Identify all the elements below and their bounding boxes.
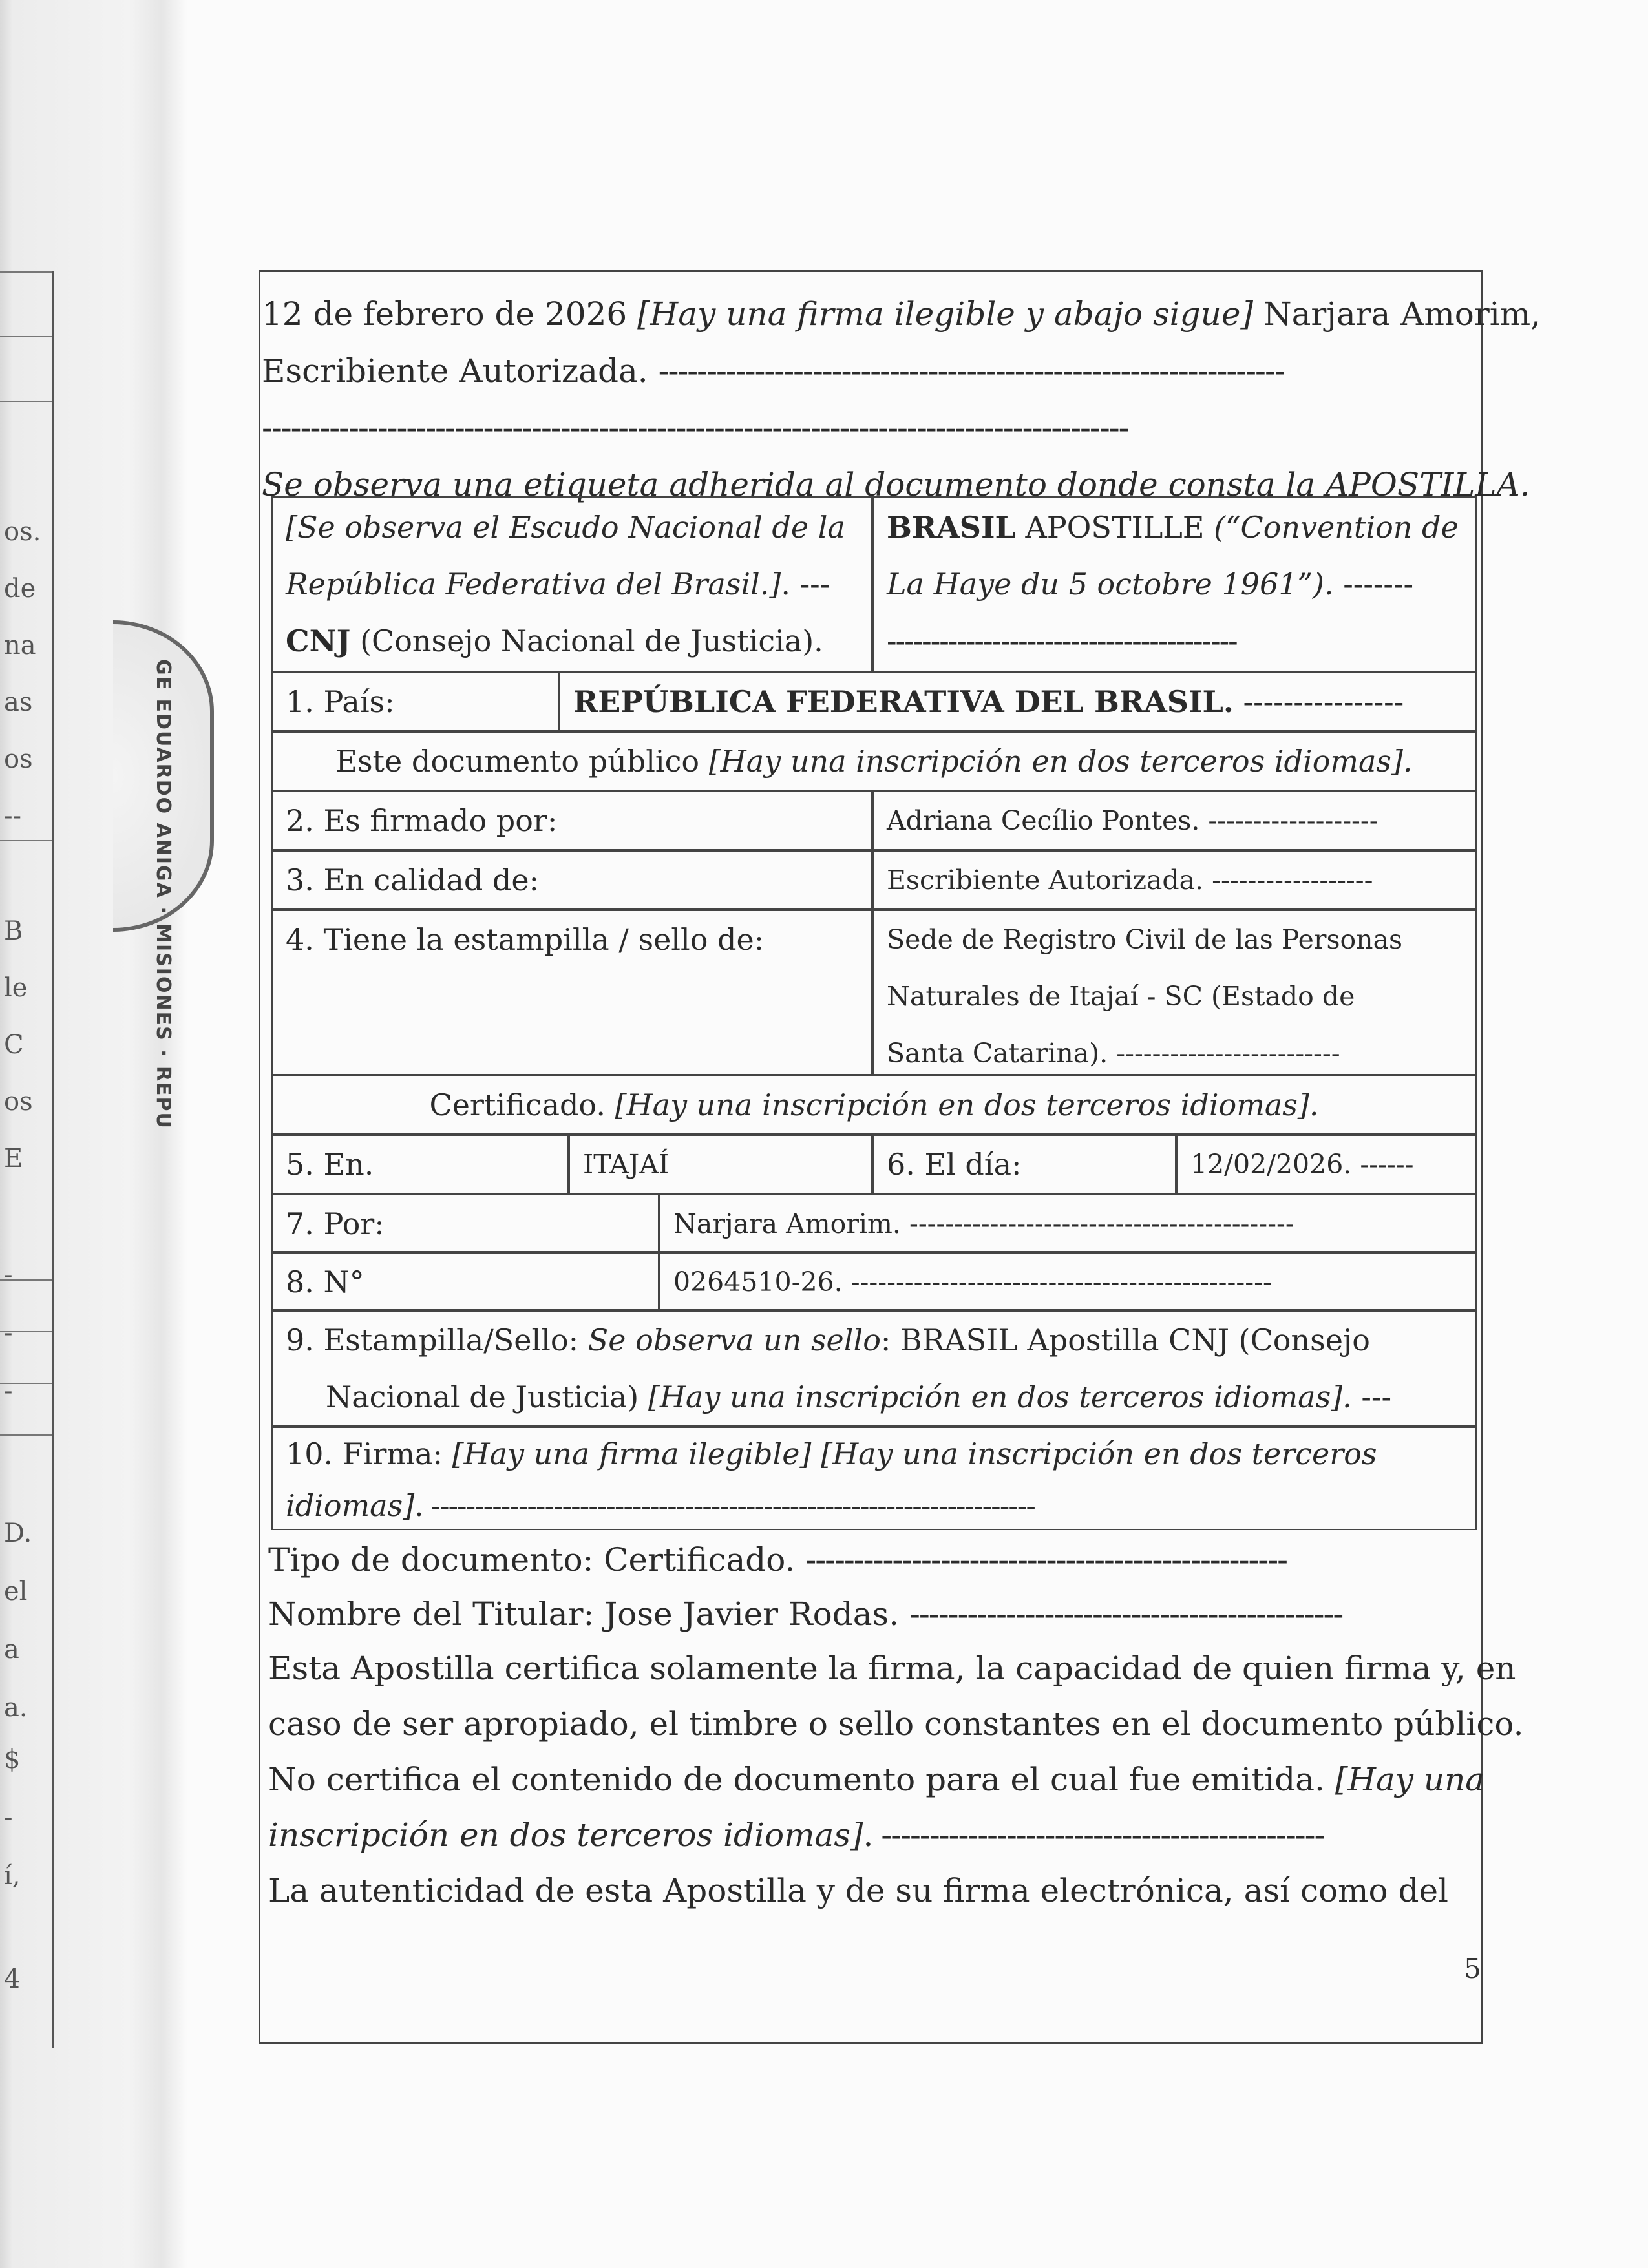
facing-fragment: os — [4, 744, 33, 774]
sello-value-line: Sede de Registro Civil de las Personas — [887, 924, 1403, 955]
titular-text: Nombre del Titular: Jose Javier Rodas. — [268, 1595, 900, 1633]
cnj-name: (Consejo Nacional de Justicia). — [360, 624, 823, 658]
num-label: 8. N° — [286, 1265, 364, 1299]
facing-fragment: na — [4, 631, 36, 660]
header-left-cell — [271, 496, 872, 672]
pais-label: 1. País: — [286, 684, 395, 719]
facing-row — [0, 1434, 52, 1482]
date-text: 12 de febrero de 2026 — [262, 295, 628, 333]
filler-dashes: . ---------------------------------------------- — [863, 1816, 1324, 1854]
facing-fragment: a. — [4, 1693, 28, 1723]
firma-note: [Hay una firma ilegible] — [452, 1436, 812, 1471]
certificado-text: Certificado. — [429, 1087, 606, 1122]
facing-row — [0, 840, 52, 888]
firma-cell — [271, 1427, 1477, 1530]
facing-fragment: - — [4, 1260, 13, 1290]
signature-note: [Hay una firma ilegible y abajo sigue] — [637, 295, 1253, 333]
pais-label-cell — [271, 672, 559, 731]
language-note: [Hay una inscripción en dos terceros idiomas]. — [648, 1380, 1352, 1414]
filler-dashes: ----------------------------------------------------------------- — [658, 352, 1284, 390]
facing-fragment: de — [4, 574, 36, 604]
por-label: 7. Por: — [286, 1206, 385, 1241]
sello-value-line: Naturales de Itajaí - SC (Estado de — [887, 981, 1355, 1012]
filler-dashes: . --- — [781, 567, 830, 602]
cert-text: No certifica el contenido de documento para el cual fue emitida. — [268, 1761, 1325, 1798]
estampilla-note: Se observa un sello — [587, 1323, 881, 1358]
facing-fragment: - — [4, 1376, 13, 1406]
language-note: idiomas] — [286, 1488, 415, 1523]
header-left-line: República Federativa del Brasil.] — [286, 567, 781, 602]
public-doc-text: Este documento público — [335, 744, 700, 779]
facing-fragment: 4 — [4, 1964, 21, 1994]
estampilla-value: : BRASIL Apostilla CNJ (Consejo — [880, 1323, 1370, 1358]
language-note: [Hay una — [1335, 1761, 1485, 1798]
filler-dashes: --------------------------------------------- — [909, 1595, 1343, 1633]
facing-fragment: - — [4, 1318, 13, 1348]
facing-fragment: C — [4, 1030, 24, 1060]
facing-fragment: í, — [4, 1861, 21, 1891]
language-note: [Hay una inscripción en dos terceros idiomas]. — [615, 1087, 1319, 1122]
calidad-value-cell — [872, 850, 1477, 910]
facing-fragment: el — [4, 1577, 28, 1606]
pais-value: REPÚBLICA FEDERATIVA DEL BRASIL. — [573, 684, 1234, 719]
public-doc-cell — [271, 731, 1477, 791]
pais-value-cell — [559, 672, 1477, 731]
firmado-label-cell — [271, 791, 872, 850]
num-label-cell — [271, 1252, 659, 1310]
sello-value-line: Santa Catarina). ------------------------- — [887, 1038, 1340, 1069]
cert-line — [268, 1807, 1324, 1864]
dia-value: 12/02/2026. ------ — [1190, 1149, 1414, 1180]
estampilla-value: Nacional de Justicia) — [326, 1380, 639, 1414]
facing-fragment: D. — [4, 1518, 32, 1548]
firmado-label: 2. Es firmado por: — [286, 803, 558, 838]
filler-dashes: ---------------- — [1243, 684, 1404, 719]
filler-dashes: ---------------------------------------- — [887, 624, 1237, 658]
facing-fragment: a — [4, 1635, 19, 1664]
firmado-value-cell — [872, 791, 1477, 850]
intro-line-2 — [262, 342, 1284, 399]
facing-row — [0, 336, 52, 384]
facing-fragment: E — [4, 1144, 23, 1173]
facing-fragment: - — [4, 1803, 13, 1832]
language-note: [Hay una inscripción en dos terceros idiomas]. — [708, 744, 1413, 779]
por-value-cell — [659, 1194, 1477, 1252]
facing-row — [0, 401, 52, 448]
certificado-cell — [271, 1075, 1477, 1135]
en-label: 5. En. — [286, 1147, 374, 1182]
facing-fragment: $ — [4, 1745, 21, 1774]
signer-role: Escribiente Autorizada. — [262, 352, 648, 390]
tipo-text: Tipo de documento: Certificado. — [268, 1541, 796, 1579]
facing-fragment: os. — [4, 517, 41, 547]
cert-line — [268, 1751, 1484, 1808]
language-note: inscripción en dos terceros idiomas] — [268, 1816, 863, 1854]
convention-text: La Haye du 5 octobre 1961”). — [887, 567, 1334, 602]
tipo-line — [268, 1531, 1287, 1588]
estampilla-label: 9. Estampilla/Sello: — [286, 1323, 579, 1358]
filler-dashes: --- — [1361, 1380, 1392, 1414]
sello-label-cell — [271, 910, 872, 1075]
en-value-cell — [569, 1135, 872, 1194]
num-value: 0264510-26. ----------------------------------------------- — [673, 1266, 1272, 1297]
dia-value-cell — [1176, 1135, 1477, 1194]
page-number: 5 — [1464, 1953, 1481, 1984]
filler-dashes: ------------------------------------------------------------------------------------------ — [262, 409, 1128, 446]
firmado-value: Adriana Cecílio Pontes. ------------------- — [887, 805, 1379, 836]
facing-fragment: -- — [4, 801, 22, 831]
filler-dashes: -------------------------------------------------- — [805, 1541, 1287, 1579]
titular-line — [268, 1586, 1342, 1643]
convention-text: (“Convention de — [1214, 510, 1459, 545]
header-left-line: [Se observa el Escudo Nacional de la — [286, 510, 845, 545]
en-value: ITAJAÍ — [583, 1149, 670, 1180]
intro-line-1 — [262, 286, 1541, 342]
calidad-label-cell — [271, 850, 872, 910]
calidad-label: 3. En calidad de: — [286, 863, 540, 898]
facing-fragment: os — [4, 1087, 33, 1117]
cert-line: Esta Apostilla certifica solamente la firma, la capacidad de quien firma y, en — [268, 1650, 1516, 1687]
estampilla-cell — [271, 1310, 1477, 1427]
intro-line-3 — [262, 399, 1128, 456]
filler-dashes: ------- — [1343, 567, 1414, 602]
facing-fragment: as — [4, 688, 33, 717]
dia-label-cell — [872, 1135, 1176, 1194]
cert-line: caso de ser apropiado, el timbre o sello constantes en el documento público. — [268, 1705, 1524, 1743]
sello-value-cell — [872, 910, 1477, 1075]
facing-fragment: le — [4, 973, 28, 1003]
facing-row — [0, 271, 52, 319]
filler-dashes: . --------------------------------------------------------------------- — [414, 1488, 1035, 1523]
firma-label: 10. Firma: — [286, 1436, 443, 1471]
header-right-cell — [872, 496, 1477, 672]
language-note: [Hay una inscripción en dos terceros — [821, 1436, 1377, 1471]
por-value: Narjara Amorim. ------------------------------------------- — [673, 1208, 1294, 1239]
en-label-cell — [271, 1135, 569, 1194]
num-value-cell — [659, 1252, 1477, 1310]
cnj-label: CNJ — [286, 624, 351, 658]
notary-seal-text: GE EDUARDO ANIGA · MISIONES · REPU — [152, 659, 174, 1129]
label-note: Se observa una etiqueta adherida al documento donde consta la APOSTILLA. — [262, 466, 1530, 503]
dia-label: 6. El día: — [887, 1147, 1022, 1182]
apostille-title: APOSTILLE — [1025, 510, 1205, 545]
brasil-label: BRASIL — [887, 510, 1016, 545]
autent-line: La autenticidad de esta Apostilla y de su firma electrónica, así como del — [268, 1872, 1449, 1909]
facing-fragment: B — [4, 916, 23, 946]
signer-name: Narjara Amorim, — [1263, 295, 1541, 333]
sello-label: 4. Tiene la estampilla / sello de: — [286, 922, 765, 957]
por-label-cell — [271, 1194, 659, 1252]
calidad-value: Escribiente Autorizada. ------------------ — [887, 865, 1373, 896]
